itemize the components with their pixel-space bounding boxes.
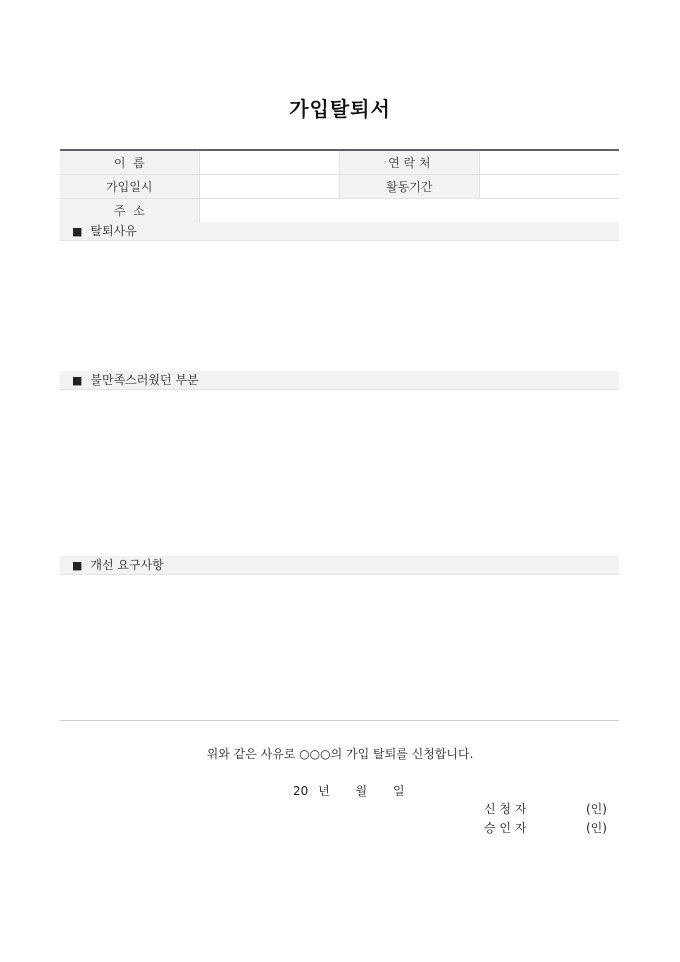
activity-period-field[interactable] bbox=[479, 175, 619, 199]
date-year-label: 년 bbox=[318, 784, 330, 798]
reason-text-area[interactable] bbox=[60, 241, 619, 369]
name-field[interactable] bbox=[199, 150, 339, 175]
name-label: 이 름 bbox=[60, 150, 199, 175]
approver-label: 승 인 자 bbox=[484, 821, 527, 835]
contact-label: 연 락 처 bbox=[340, 150, 480, 175]
date-year-prefix: 20 bbox=[293, 784, 309, 798]
section-reason-header bbox=[60, 222, 619, 241]
approver-seal: (인) bbox=[586, 821, 607, 835]
square-bullet-icon: ■ bbox=[72, 374, 83, 387]
square-bullet-icon: ■ bbox=[72, 225, 83, 238]
join-date-label: 가입일시 bbox=[60, 175, 199, 199]
application-statement: 위와 같은 사유로 ○○○의 가입 탈퇴를 신청합니다. bbox=[206, 747, 474, 761]
join-date-field[interactable] bbox=[199, 175, 339, 199]
applicant-label: 신 청 자 bbox=[484, 802, 527, 816]
improvement-text-area[interactable] bbox=[60, 575, 619, 718]
address-label: 주 소 bbox=[60, 199, 199, 223]
info-row-join-activity bbox=[60, 175, 619, 199]
member-info-table bbox=[60, 149, 619, 223]
applicant-seal: (인) bbox=[586, 802, 607, 816]
application-date bbox=[293, 782, 405, 799]
section-reason-title: 탈퇴사유 bbox=[90, 224, 137, 238]
section-dissatisfaction-title: 불만족스러웠던 부분 bbox=[90, 373, 199, 387]
document-title: 가입탈퇴서 bbox=[289, 97, 391, 121]
dissatisfaction-text-area[interactable] bbox=[60, 390, 619, 554]
info-row-address bbox=[60, 199, 619, 223]
info-row-name-contact bbox=[60, 150, 619, 175]
section-improvement-header bbox=[60, 556, 619, 575]
section-improvement-title: 개선 요구사항 bbox=[90, 558, 164, 572]
footer-divider bbox=[60, 720, 619, 721]
activity-period-label: 활동기간 bbox=[340, 175, 480, 199]
square-bullet-icon: ■ bbox=[72, 559, 83, 572]
date-month-label: 월 bbox=[355, 784, 368, 798]
address-field[interactable] bbox=[199, 199, 619, 223]
section-dissatisfaction-header bbox=[60, 371, 619, 390]
contact-field[interactable] bbox=[479, 150, 619, 175]
date-day-label: 일 bbox=[392, 784, 405, 798]
